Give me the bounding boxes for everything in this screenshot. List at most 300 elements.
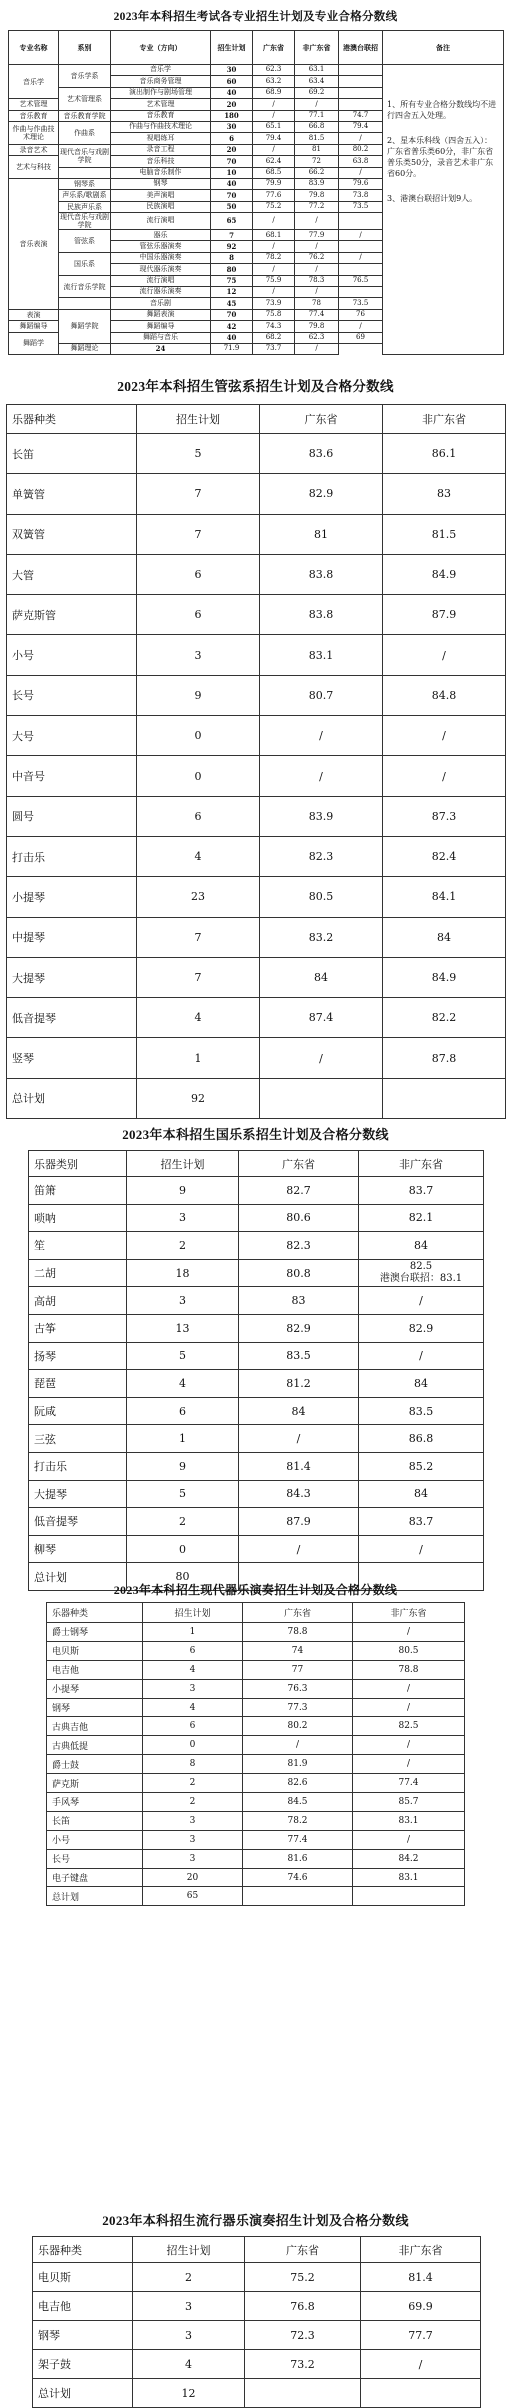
gd-score-text: 84.3 xyxy=(286,1487,311,1501)
direction-cell: 钢琴 xyxy=(111,178,211,189)
plan-cell: 7 xyxy=(211,230,253,241)
direction-cell: 器乐 xyxy=(111,230,211,241)
non-gd-score-cell xyxy=(383,635,506,675)
direction-cell: 电脑音乐制作 xyxy=(111,167,211,178)
department-cell xyxy=(59,167,111,178)
instrument-text: 架子鼓 xyxy=(38,2358,71,2371)
non-gd-score-text: 87.8 xyxy=(431,1051,457,1065)
non-gd-score-text: 84.1 xyxy=(431,890,457,904)
non-gd-score-cell xyxy=(383,595,506,635)
plan-text: 65 xyxy=(186,1891,199,1902)
gd-score-text: 83.6 xyxy=(308,447,334,461)
instrument-text: 电子键盘 xyxy=(52,1874,89,1885)
plan-cell xyxy=(143,1679,243,1698)
non-gd-score-text: 87.9 xyxy=(431,608,457,622)
gd-score-cell: 79.9 xyxy=(253,178,295,189)
gd-score-cell xyxy=(243,1623,353,1642)
non-gd-score-text: 83.1 xyxy=(398,1815,419,1826)
non-gd-score-text: 77.4 xyxy=(398,1778,419,1789)
direction-cell: 流行演唱 xyxy=(111,213,211,230)
instrument-cell xyxy=(29,1342,127,1370)
table-row xyxy=(7,756,506,796)
gd-score-text: / xyxy=(295,1740,300,1751)
plan-cell xyxy=(133,2379,245,2408)
non-gd-score-text: 82.2 xyxy=(431,1011,457,1025)
table-row xyxy=(29,1204,484,1232)
department-cell: 声乐系/歌剧系 xyxy=(59,190,111,201)
department-cell: 流行音乐学院 xyxy=(59,275,111,298)
non-gd-score-cell xyxy=(383,675,506,715)
plan-cell xyxy=(143,1868,243,1887)
instrument-cell xyxy=(47,1641,143,1660)
plan-text: 1 xyxy=(179,1432,186,1446)
table-row xyxy=(47,1793,465,1812)
non-gd-score-text: 77.7 xyxy=(408,2328,433,2342)
gd-score-cell xyxy=(243,1830,353,1849)
non-gd-score-cell: 62.3 xyxy=(295,332,339,343)
notes-cell xyxy=(383,65,504,355)
plan-text: 2 xyxy=(179,1514,186,1528)
plan-cell: 45 xyxy=(211,298,253,309)
direction-cell: 流行演唱 xyxy=(111,275,211,286)
instrument-text: 大号 xyxy=(12,729,34,743)
instrument-text: 萨克斯管 xyxy=(12,608,56,622)
instrument-text: 长号 xyxy=(12,689,34,703)
gd-score-cell: 62.3 xyxy=(253,65,295,76)
gd-score-cell xyxy=(243,1811,353,1830)
section-majors xyxy=(0,0,511,355)
plan-text: 0 xyxy=(194,729,202,743)
department-cell: 国乐系 xyxy=(59,252,111,275)
gd-score-cell xyxy=(239,1452,359,1480)
instrument-text: 总计划 xyxy=(38,2387,71,2400)
non-gd-score-text: 86.1 xyxy=(431,447,457,461)
gd-score-text: 81.4 xyxy=(286,1459,311,1473)
instrument-cell xyxy=(7,877,137,917)
hkmt-score-cell: 76.5 xyxy=(339,275,383,286)
gd-score-cell: 71.9 xyxy=(211,343,253,354)
gd-score-cell xyxy=(239,1508,359,1536)
instrument-cell xyxy=(29,1287,127,1315)
plan-text: 6 xyxy=(194,568,202,582)
plan-cell xyxy=(137,635,260,675)
non-gd-score-cell: 77.9 xyxy=(295,230,339,241)
table-row xyxy=(7,877,506,917)
plan-cell xyxy=(137,474,260,514)
gd-score-text: 74 xyxy=(291,1645,304,1656)
instrument-text: 双簧管 xyxy=(12,528,45,542)
plan-cell: 65 xyxy=(211,213,253,230)
gd-score-cell: 65.1 xyxy=(253,121,295,132)
instrument-cell xyxy=(47,1717,143,1736)
gd-score-cell xyxy=(243,1641,353,1660)
table-row xyxy=(33,2263,481,2292)
non-gd-score-text: 87.3 xyxy=(431,809,457,823)
gd-score-text: / xyxy=(319,1051,323,1065)
gd-score-cell: / xyxy=(253,241,295,252)
plan-text: 5 xyxy=(179,1349,186,1363)
non-gd-score-cell xyxy=(353,1793,465,1812)
gd-score-text: 87.9 xyxy=(286,1514,311,1528)
plan-cell xyxy=(127,1370,239,1398)
instrument-cell xyxy=(7,434,137,474)
table-row xyxy=(7,474,506,514)
non-gd-score-text: / xyxy=(419,1294,423,1308)
plan-cell xyxy=(127,1452,239,1480)
plan-text: 7 xyxy=(194,930,202,944)
table-row xyxy=(7,595,506,635)
gd-score-cell xyxy=(243,1717,353,1736)
hkmt-score-cell: 74.7 xyxy=(339,110,383,121)
instrument-text: 古典吉他 xyxy=(52,1722,89,1733)
plan-cell xyxy=(127,1314,239,1342)
gd-score-cell xyxy=(260,675,383,715)
instrument-cell xyxy=(47,1774,143,1793)
gd-score-cell: 68.2 xyxy=(253,332,295,343)
plan-cell xyxy=(137,514,260,554)
header-cell: 招生计划 xyxy=(211,31,253,65)
instrument-cell xyxy=(47,1868,143,1887)
table-row xyxy=(47,1868,465,1887)
gd-score-text: 83.2 xyxy=(308,930,334,944)
non-gd-score-text: 78.8 xyxy=(398,1664,419,1675)
non-gd-score-text: / xyxy=(442,769,446,783)
gd-score-text: 81.9 xyxy=(287,1759,308,1770)
major-name-cell: 音乐学 xyxy=(9,65,59,99)
header-cell: 备注 xyxy=(383,31,504,65)
gd-score-text: 77 xyxy=(291,1664,304,1675)
header-cell: 非广东省 xyxy=(353,1603,465,1623)
plan-cell xyxy=(133,2292,245,2321)
non-gd-score-cell xyxy=(359,1204,484,1232)
non-gd-score-cell xyxy=(359,1480,484,1508)
table-row xyxy=(47,1811,465,1830)
department-cell: 音乐教育学院 xyxy=(59,110,111,121)
gd-score-cell xyxy=(239,1425,359,1453)
plan-cell xyxy=(137,434,260,474)
non-gd-score-text: / xyxy=(418,2357,423,2371)
plan-text: 9 xyxy=(179,1183,186,1197)
instrument-text: 爵士鼓 xyxy=(52,1760,80,1771)
plan-text: 4 xyxy=(194,1011,202,1025)
plan-text: 5 xyxy=(179,1487,186,1501)
gd-score-text: 84.5 xyxy=(287,1796,308,1807)
non-gd-score-cell xyxy=(359,1425,484,1453)
gd-score-cell: / xyxy=(253,110,295,121)
instrument-cell xyxy=(47,1793,143,1812)
plan-text: 9 xyxy=(179,1459,186,1473)
gd-score-text: 78.8 xyxy=(287,1626,308,1637)
gd-score-text: 72.3 xyxy=(290,2328,315,2342)
gd-score-cell xyxy=(239,1397,359,1425)
non-gd-score-cell xyxy=(361,2350,481,2379)
header-cell: 乐器种类 xyxy=(47,1603,143,1623)
table-row xyxy=(29,1370,484,1398)
direction-cell: 舞蹈编导 xyxy=(111,321,211,332)
note-text: 2、星本乐科线（四舍五入）：广东省普乐类60分，非广东省普乐类50分，录音艺术非广东省60分。 xyxy=(387,136,494,178)
non-gd-score-cell: 81.5 xyxy=(295,133,339,144)
non-gd-score-text: / xyxy=(406,1626,411,1637)
non-gd-score-cell: 76.2 xyxy=(295,252,339,263)
instrument-cell xyxy=(47,1811,143,1830)
gd-score-text: 82.7 xyxy=(286,1183,311,1197)
plan-cell xyxy=(133,2263,245,2292)
instrument-cell xyxy=(7,716,137,756)
non-gd-score-cell: 77.2 xyxy=(295,201,339,212)
plan-cell xyxy=(127,1177,239,1205)
gd-score-cell xyxy=(260,877,383,917)
plan-text: 12 xyxy=(181,2386,196,2400)
plan-cell: 10 xyxy=(211,167,253,178)
plan-cell: 24 xyxy=(111,343,211,354)
non-gd-score-cell: 63.1 xyxy=(295,65,339,76)
instrument-text: 小提琴 xyxy=(12,890,45,904)
plan-cell: 30 xyxy=(211,65,253,76)
gd-score-cell xyxy=(243,1774,353,1793)
non-gd-score-cell xyxy=(383,434,506,474)
instrument-text: 中提琴 xyxy=(12,931,45,945)
non-gd-score-cell xyxy=(353,1679,465,1698)
gd-score-cell xyxy=(239,1177,359,1205)
plan-cell: 12 xyxy=(211,287,253,298)
gd-score-cell xyxy=(239,1480,359,1508)
instrument-text: 低音提琴 xyxy=(12,1011,56,1025)
instrument-cell xyxy=(7,675,137,715)
instrument-text: 单簧管 xyxy=(12,487,45,501)
non-gd-score-text: 83.7 xyxy=(408,1183,434,1197)
gd-score-text: 75.2 xyxy=(290,2270,315,2284)
non-gd-score-text: 82.5 xyxy=(409,1261,433,1273)
chinese-table xyxy=(28,1150,484,1591)
gd-score-cell xyxy=(243,1793,353,1812)
non-gd-score-cell: 78 xyxy=(295,298,339,309)
gd-score-cell xyxy=(243,1679,353,1698)
table-row xyxy=(7,635,506,675)
non-gd-score-cell xyxy=(359,1287,484,1315)
instrument-text: 古典低提 xyxy=(52,1741,89,1752)
non-gd-score-cell xyxy=(359,1259,484,1287)
gd-score-cell xyxy=(260,957,383,997)
gd-score-cell xyxy=(239,1370,359,1398)
gd-score-text: 87.4 xyxy=(308,1011,334,1025)
table-row xyxy=(47,1849,465,1868)
table-row xyxy=(33,2350,481,2379)
plan-text: 2 xyxy=(179,1238,186,1252)
instrument-text: 中音号 xyxy=(12,770,45,784)
gd-score-cell xyxy=(243,1868,353,1887)
instrument-text: 长号 xyxy=(52,1855,71,1866)
plan-cell xyxy=(127,1232,239,1260)
non-gd-score-cell: / xyxy=(295,213,339,230)
plan-text: 20 xyxy=(186,1872,199,1883)
plan-cell xyxy=(133,2321,245,2350)
gd-score-cell xyxy=(260,1038,383,1078)
gd-score-cell xyxy=(243,1698,353,1717)
table-row xyxy=(7,1038,506,1078)
gd-score-cell xyxy=(260,917,383,957)
gd-score-cell xyxy=(243,1849,353,1868)
non-gd-score-cell xyxy=(353,1698,465,1717)
department-cell: 现代音乐与戏剧学院 xyxy=(60,213,109,230)
plan-text: 6 xyxy=(189,1645,196,1656)
majors-table xyxy=(8,30,504,355)
instrument-cell xyxy=(29,1535,127,1563)
non-gd-score-text: 81.4 xyxy=(408,2270,433,2284)
non-gd-score-cell xyxy=(359,1452,484,1480)
gd-score-text: 83.8 xyxy=(308,608,334,622)
table-row xyxy=(29,1342,484,1370)
non-gd-score-cell xyxy=(383,514,506,554)
gd-score-text: 83.5 xyxy=(286,1349,311,1363)
non-gd-score-text: 81.5 xyxy=(431,527,457,541)
note-text: 3、港澳台联招计划9人。 xyxy=(387,194,478,203)
gd-score-text: 80.2 xyxy=(287,1721,308,1732)
non-gd-score-cell xyxy=(383,756,506,796)
instrument-text: 笛箫 xyxy=(34,1184,56,1198)
header-cell: 非广东省 xyxy=(361,2237,481,2263)
non-gd-score-cell: / xyxy=(295,99,339,110)
plan-text: 4 xyxy=(189,1664,196,1675)
non-gd-score-text: / xyxy=(419,1542,423,1556)
hkmt-score-cell: / xyxy=(339,167,383,178)
gd-score-text: / xyxy=(296,1432,301,1446)
hkmt-score-cell xyxy=(339,264,383,275)
plan-cell xyxy=(127,1508,239,1536)
non-gd-score-cell xyxy=(361,2321,481,2350)
gd-score-cell: / xyxy=(253,144,295,155)
gd-score-cell xyxy=(260,474,383,514)
plan-cell: 20 xyxy=(211,144,253,155)
plan-cell xyxy=(137,1078,260,1118)
non-gd-score-cell xyxy=(353,1623,465,1642)
table-row xyxy=(7,554,506,594)
table-row xyxy=(7,675,506,715)
gd-score-cell xyxy=(239,1232,359,1260)
plan-cell xyxy=(127,1259,239,1287)
non-gd-score-cell xyxy=(353,1641,465,1660)
major-name-cell: 录音艺术 xyxy=(9,144,59,155)
direction-cell: 艺术管理 xyxy=(111,99,211,110)
instrument-text: 电贝斯 xyxy=(38,2271,71,2284)
plan-cell xyxy=(127,1287,239,1315)
modern-header-row xyxy=(47,1603,465,1623)
instrument-cell xyxy=(47,1887,143,1906)
plan-text: 4 xyxy=(194,850,202,864)
direction-cell: 现代器乐演奏 xyxy=(111,264,211,275)
non-gd-score-cell xyxy=(353,1774,465,1793)
instrument-text: 大提琴 xyxy=(12,971,45,985)
plan-text: 3 xyxy=(185,2299,192,2313)
non-gd-score-cell xyxy=(353,1755,465,1774)
instrument-text: 小提琴 xyxy=(52,1685,80,1696)
plan-cell: 40 xyxy=(211,178,253,189)
instrument-text: 电贝斯 xyxy=(52,1647,80,1658)
direction-cell: 管弦乐器演奏 xyxy=(111,241,211,252)
instrument-text: 打击乐 xyxy=(34,1460,67,1474)
header-cell: 广东省 xyxy=(253,31,295,65)
instrument-text: 大管 xyxy=(12,568,34,582)
direction-cell: 音乐学 xyxy=(111,65,211,76)
chinese-header-row xyxy=(29,1151,484,1177)
instrument-cell xyxy=(47,1623,143,1642)
plan-cell xyxy=(143,1774,243,1793)
instrument-text: 总计划 xyxy=(52,1892,80,1903)
plan-cell xyxy=(137,675,260,715)
instrument-text: 柳琴 xyxy=(34,1543,56,1557)
non-gd-score-cell xyxy=(361,2379,481,2408)
gd-score-cell xyxy=(260,998,383,1038)
gd-score-text: 76.8 xyxy=(290,2299,315,2313)
orchestral-table xyxy=(6,404,506,1119)
instrument-cell xyxy=(47,1736,143,1755)
non-gd-score-cell: / xyxy=(295,287,339,298)
instrument-cell xyxy=(29,1480,127,1508)
non-gd-score-cell xyxy=(359,1314,484,1342)
instrument-cell xyxy=(47,1755,143,1774)
gd-score-text: 81 xyxy=(314,527,328,541)
direction-cell: 音乐商务管理 xyxy=(111,76,211,87)
plan-text: 2 xyxy=(189,1796,196,1807)
plan-cell: 20 xyxy=(211,99,253,110)
non-gd-score-text: 84.2 xyxy=(398,1853,419,1864)
plan-cell: 40 xyxy=(211,87,253,98)
non-gd-score-text: 83 xyxy=(437,487,451,501)
direction-cell: 音乐教育 xyxy=(111,110,211,121)
gd-score-cell: 63.2 xyxy=(253,76,295,87)
non-gd-score-cell: 79.8 xyxy=(295,321,339,332)
non-gd-score-text: 84 xyxy=(414,1487,428,1501)
hkmt-score-cell: 73.5 xyxy=(339,298,383,309)
non-gd-score-text: 84.8 xyxy=(431,688,457,702)
hkmt-score-cell: / xyxy=(339,252,383,263)
non-gd-score-text: 85.7 xyxy=(398,1796,419,1807)
department-cell: 现代音乐与戏剧学院 xyxy=(59,144,111,167)
table-row xyxy=(47,1830,465,1849)
table-row xyxy=(47,1679,465,1698)
instrument-text: 打击乐 xyxy=(12,850,45,864)
instrument-text: 萨克斯 xyxy=(52,1779,80,1790)
plan-cell: 70 xyxy=(211,190,253,201)
header-cell: 广东省 xyxy=(239,1151,359,1177)
major-row xyxy=(9,65,504,76)
plan-text: 7 xyxy=(194,971,202,984)
non-gd-score-text: / xyxy=(419,1349,423,1363)
plan-cell: 6 xyxy=(211,133,253,144)
plan-text: 7 xyxy=(194,487,202,501)
table-row xyxy=(47,1641,465,1660)
instrument-cell xyxy=(7,1078,137,1118)
non-gd-score-cell xyxy=(383,957,506,997)
non-gd-score-cell: 77.4 xyxy=(295,309,339,320)
gd-score-text: 78.2 xyxy=(287,1815,308,1826)
table-row xyxy=(47,1698,465,1717)
gd-score-text: 82.3 xyxy=(308,850,334,864)
non-gd-score-cell: 66.8 xyxy=(295,121,339,132)
plan-text: 6 xyxy=(194,608,202,622)
table-row xyxy=(7,796,506,836)
hkmt-score-cell xyxy=(339,87,383,98)
plan-cell xyxy=(137,595,260,635)
instrument-text: 古筝 xyxy=(34,1322,56,1336)
table-row xyxy=(29,1259,484,1287)
plan-text: 9 xyxy=(194,688,202,702)
header-cell: 广东省 xyxy=(245,2237,361,2263)
hkmt-score-cell: 79.6 xyxy=(339,178,383,189)
non-gd-score-text: / xyxy=(406,1834,411,1845)
table-row xyxy=(47,1623,465,1642)
gd-score-cell: 77.6 xyxy=(253,190,295,201)
header-cell: 非广东省 xyxy=(383,405,506,434)
